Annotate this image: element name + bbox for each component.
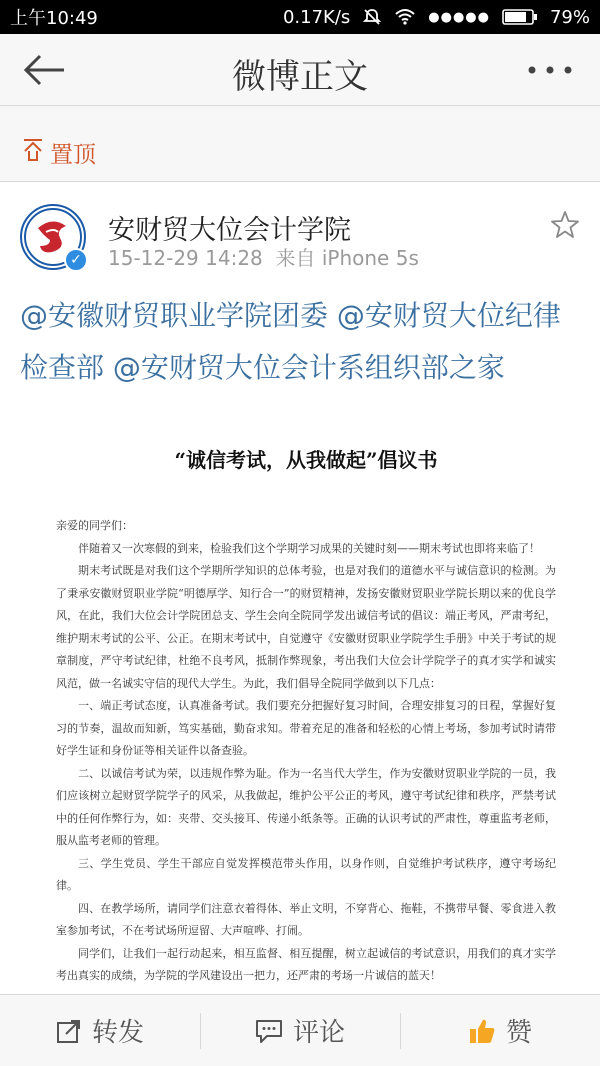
document-paragraph: 伴随着又一次寒假的到来，检验我们这个学期学习成果的关键时刻——期末考试也即将来临了！ bbox=[78, 541, 540, 555]
document-paragraph: 三、学生党员、学生干部应自觉发挥模范带头作用，以身作则，自觉维护考试秩序，遵守考场纪律。 bbox=[56, 856, 556, 892]
post-source: 来自 iPhone 5s bbox=[275, 246, 419, 270]
repost-label: 转发 bbox=[91, 1018, 144, 1048]
document-paragraph: 期末考试既是对我们这个学期所学知识的总体考验，也是对我们的道德水平与诚信意识的检测。为了秉承安徽财贸职业学院“明德厚学、知行合一”的财贸精神，发扬安徽财贸职业学院长期以来的优良学风，在此，我们大位会计学院团总支、学生会向全院同学发出诚信考试的倡议：端正考风，严肃考纪，维护期末考试的公平、公正。在期末考试中，自觉遵守《安徽财贸职业学院学生手册》中关于考试的规章制度，严守考试纪律，杜绝不良考风，抵制作弊现象，考出我们大位会计学院学子的真才实学和诚实风范，做一名诚实守信的现代大学生。为此，我们倡导全院同学做到以下几点： bbox=[56, 564, 556, 690]
post-time: 15-12-29 14:28 bbox=[108, 246, 263, 270]
post-author[interactable]: 安财贸大位会计学院 bbox=[108, 215, 351, 246]
document-paragraph: 同学们，让我们一起行动起来，相互监督、相互提醒，树立起诚信的考试意识，用我们的真才实学考出真实的成绩，为学院的学风建设出一把力，还严肃的考场一片诚信的蓝天！ bbox=[56, 946, 556, 982]
thumbs-up-icon bbox=[468, 1017, 496, 1045]
repost-icon bbox=[56, 1018, 82, 1044]
repost-button[interactable] bbox=[0, 995, 200, 1066]
document-salutation: 亲爱的同学们： bbox=[56, 519, 133, 532]
document-paragraph: 二、以诚信考试为荣，以违规作弊为耻。作为一名当代大学生，作为安徽财贸职业学院的一员，我们应该树立起财贸学院学子的风采，从我做起，维护公平公正的考风，遵守考试纪律和秩序，严禁考试中的任何作弊行为，如：夹带、交头接耳、传递小纸条等。正确的认识考试的严肃性，尊重监考老师，服从监考老师的管理。 bbox=[56, 766, 556, 847]
more-dots-icon[interactable] bbox=[526, 60, 574, 80]
signal-icon: ●●●●● bbox=[428, 9, 490, 25]
like-label: 赞 bbox=[505, 1018, 532, 1048]
mute-icon bbox=[362, 7, 382, 27]
post-text[interactable]: @安徽财贸职业学院团委 @安财贸大位纪律检查部 @安财贸大位会计系组织部之家 bbox=[20, 299, 561, 384]
bottom-action-bar bbox=[0, 994, 600, 1066]
comment-label: 评论 bbox=[292, 1018, 345, 1048]
pinned-indicator bbox=[0, 106, 600, 182]
pin-up-icon bbox=[22, 138, 44, 162]
network-speed: 0.17K/s bbox=[282, 6, 351, 28]
document-paragraph: 四、在教学场所，请同学们注意衣着得体、举止文明，不穿背心、拖鞋，不携带早餐、零食进入教室参加考试，不在考试场所逗留、大声喧哗、打闹。 bbox=[56, 901, 556, 937]
status-time: 上午10:49 bbox=[10, 8, 98, 29]
status-bar bbox=[0, 0, 600, 34]
document-body bbox=[56, 515, 556, 988]
pinned-label: 置顶 bbox=[50, 142, 96, 168]
like-button[interactable] bbox=[400, 995, 600, 1066]
wifi-icon bbox=[394, 8, 416, 26]
verified-badge-icon: ✓ bbox=[64, 248, 88, 272]
nav-bar bbox=[0, 34, 600, 106]
post-meta bbox=[108, 242, 419, 271]
favorite-star-icon[interactable] bbox=[550, 210, 580, 240]
battery-icon bbox=[502, 8, 538, 26]
comment-icon bbox=[255, 1018, 283, 1044]
page-title: 微博正文 bbox=[232, 57, 368, 97]
attached-document-image[interactable] bbox=[56, 444, 556, 994]
comment-button[interactable] bbox=[200, 995, 400, 1066]
post-card bbox=[0, 182, 600, 994]
battery-percent: 79% bbox=[549, 6, 590, 28]
document-title: “诚信考试，从我做起”倡议书 bbox=[174, 448, 438, 472]
document-paragraph: 一、端正考试态度，认真准备考试。我们要充分把握好复习时间，合理安排复习的日程，掌握好复习的节奏，温故而知新，笃实基础，勤奋求知。带着充足的准备和轻松的心情上考场，参加考试时请带好学生证和身份证等相关证件以备查验。 bbox=[56, 699, 556, 757]
